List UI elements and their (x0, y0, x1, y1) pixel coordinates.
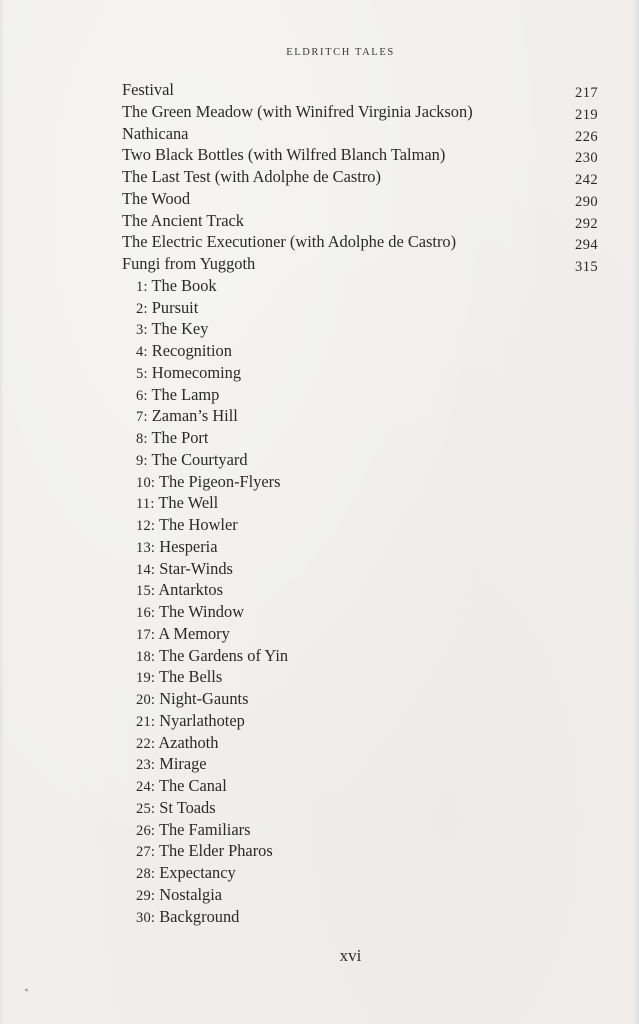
toc-sonnet-title (122, 798, 216, 817)
toc-sonnet-title (122, 885, 222, 904)
toc-sonnet-title (122, 689, 248, 708)
toc-sonnet-name: Expectancy (159, 863, 236, 882)
toc-sonnet-entry (122, 558, 598, 580)
toc-sonnet-name: The Bells (158, 667, 223, 687)
toc-sonnet-entry (122, 623, 598, 645)
toc-sonnet-entry (122, 753, 598, 775)
toc-sonnet-title (122, 624, 230, 643)
toc-sonnet-name: Background (159, 906, 240, 926)
toc-sonnet-name: Zaman’s Hill (151, 406, 238, 426)
toc-sonnet-name: The Elder Pharos (158, 841, 273, 861)
toc-entry (122, 123, 598, 145)
toc-entry-page: 294 (575, 237, 598, 254)
toc-sonnet-name: The Well (158, 493, 219, 513)
toc-sonnet-number: 4: (136, 344, 148, 360)
toc-entry-title: The Green Meadow (with Winifred Virginia Jackson) (122, 101, 473, 121)
toc-sonnet-title (122, 907, 239, 926)
toc-sonnet-name: The Key (151, 319, 209, 339)
toc-sonnet-entry (122, 819, 598, 841)
toc-sonnet-entry (122, 775, 598, 797)
toc-sonnet-number: 22: (136, 735, 156, 752)
toc-sonnet-number: 3: (136, 322, 148, 339)
toc-sonnet-entry (122, 514, 598, 536)
toc-sonnet-number: 26: (136, 822, 156, 839)
toc-entry (122, 79, 598, 101)
toc-sonnet-entry (122, 427, 598, 449)
toc-sonnet-number: 21: (136, 713, 156, 730)
toc-sonnet-title (122, 537, 218, 556)
toc-sonnet-number: 11: (136, 496, 155, 513)
toc-sonnet-title (122, 667, 222, 686)
toc-sonnet-number: 24: (136, 779, 156, 795)
toc-sonnet-name: Nyarlathotep (159, 710, 245, 730)
toc-entry-page: 219 (575, 106, 598, 123)
toc-sonnet-name: Homecoming (151, 362, 242, 382)
page-number: xvi (339, 946, 362, 965)
toc-sonnet-entry (122, 579, 598, 601)
toc-sonnet-entry (122, 318, 598, 340)
toc-sonnet-name: Nostalgia (159, 884, 223, 904)
toc-sonnet-name: Azathoth (158, 732, 219, 752)
toc-sonnet-entry (122, 645, 598, 667)
toc-sonnet-number: 2: (136, 300, 148, 317)
toc-entry-title: The Ancient Track (122, 210, 245, 230)
toc-entry (122, 253, 598, 275)
toc-sonnet-name: Star-Winds (159, 558, 233, 578)
toc-sonnet-name: The Gardens of Yin (158, 645, 289, 665)
toc-sonnet-name: The Familiars (158, 819, 251, 839)
toc-sonnet-name: Pursuit (151, 297, 199, 317)
toc-sonnet-name: Mirage (159, 754, 207, 774)
toc-sonnet-title (122, 776, 227, 795)
toc-sonnet-title (122, 602, 244, 621)
toc-sonnet-title (122, 406, 238, 425)
toc-sonnet-name: The Pigeon-Flyers (158, 471, 281, 491)
toc-sonnet-number: 7: (136, 409, 148, 426)
toc-sonnet-title (122, 580, 223, 599)
toc-sonnet-title (122, 341, 232, 360)
toc-sonnet-number: 17: (136, 626, 156, 643)
toc-entry (122, 188, 598, 210)
toc-sonnet-number: 10: (136, 474, 156, 491)
toc-sonnet-number: 18: (136, 648, 156, 665)
toc-sonnet-title (122, 472, 281, 491)
toc-sonnet-number: 14: (136, 561, 156, 578)
toc-sonnet-entry (122, 732, 598, 754)
toc-sonnet-name: The Window (158, 602, 245, 621)
toc-sonnet-number: 1: (136, 278, 148, 295)
toc-sonnet-name: The Howler (158, 515, 238, 534)
page-edge-left (0, 0, 4, 1024)
table-of-contents (122, 79, 598, 927)
toc-entry-title: The Last Test (with Adolphe de Castro) (122, 167, 381, 186)
toc-sonnet-entry (122, 362, 598, 384)
toc-sonnet-number: 9: (136, 452, 148, 469)
toc-entry-title: Fungi from Yuggoth (122, 254, 256, 273)
toc-sonnet-name: St Toads (159, 797, 216, 817)
toc-sonnet-number: 30: (136, 909, 156, 926)
toc-sonnet-number: 20: (136, 692, 156, 708)
toc-sonnet-entry (122, 688, 598, 710)
toc-sonnet-entry (122, 906, 598, 928)
toc-sonnet-number: 28: (136, 866, 156, 882)
toc-sonnet-number: 5: (136, 365, 148, 382)
toc-sonnet-entry (122, 449, 598, 471)
running-head: ELDRITCH TALES (286, 47, 395, 58)
toc-entry-title: The Electric Executioner (with Adolphe de Castro) (122, 232, 457, 252)
toc-sonnet-entry (122, 710, 598, 732)
toc-sonnet-entry (122, 297, 598, 319)
toc-sonnet-name: The Lamp (151, 384, 220, 404)
toc-entry (122, 231, 598, 253)
toc-sonnet-title (122, 493, 218, 512)
toc-sonnet-title (122, 646, 288, 665)
toc-sonnet-name: Hesperia (159, 536, 218, 556)
toc-entry-page: 226 (575, 128, 598, 145)
toc-sonnet-title (122, 863, 236, 882)
toc-sonnet-name: Night-Gaunts (159, 689, 249, 708)
page-edge-right (633, 0, 639, 1024)
toc-entry (122, 144, 598, 166)
toc-sonnet-title (122, 515, 238, 534)
toc-entry-page: 290 (575, 193, 598, 210)
toc-sonnet-entry (122, 884, 598, 906)
toc-sonnet-entry (122, 471, 598, 493)
toc-sonnet-entry (122, 862, 598, 884)
toc-entry (122, 210, 598, 232)
toc-sonnet-number: 15: (136, 583, 156, 600)
toc-sonnet-title (122, 428, 208, 447)
toc-sonnet-title (122, 298, 198, 317)
toc-sonnet-number: 6: (136, 387, 148, 404)
toc-entry (122, 101, 598, 123)
toc-entry-title: Nathicana (122, 123, 189, 143)
toc-sonnet-name: Antarktos (158, 580, 223, 600)
toc-sonnet-entry (122, 840, 598, 862)
toc-entry-title: Festival (122, 80, 174, 99)
toc-sonnet-entry (122, 405, 598, 427)
toc-sonnet-name: A Memory (158, 623, 230, 643)
toc-sonnet-title (122, 733, 218, 752)
toc-sonnet-name: The Port (151, 428, 209, 447)
toc-sonnet-entry (122, 384, 598, 406)
toc-sonnet-number: 23: (136, 757, 156, 774)
toc-sonnet-entry (122, 601, 598, 623)
toc-sonnet-title (122, 319, 208, 338)
toc-sonnet-entry (122, 797, 598, 819)
toc-entry (122, 166, 598, 188)
toc-sonnet-name: The Canal (158, 776, 227, 795)
toc-sonnet-number: 13: (136, 539, 156, 556)
toc-sonnet-entry (122, 536, 598, 558)
toc-entry-page: 315 (575, 259, 598, 275)
toc-entry-title: Two Black Bottles (with Wilfred Blanch Talman) (122, 145, 446, 165)
toc-sonnet-title (122, 841, 273, 860)
toc-entry-title: The Wood (122, 188, 191, 208)
toc-sonnet-number: 19: (136, 670, 156, 687)
toc-sonnet-title (122, 276, 217, 295)
toc-sonnet-number: 27: (136, 844, 156, 861)
toc-sonnet-number: 16: (136, 605, 156, 621)
toc-sonnet-title (122, 385, 219, 404)
toc-sonnet-number: 12: (136, 518, 156, 534)
toc-entry-page: 217 (575, 85, 598, 101)
toc-entry-page: 292 (575, 215, 598, 232)
toc-sonnet-name: The Book (151, 275, 217, 295)
toc-sonnet-name: The Courtyard (151, 449, 248, 469)
toc-sonnet-title (122, 711, 245, 730)
toc-sonnet-title (122, 559, 233, 578)
toc-sonnet-entry (122, 340, 598, 362)
toc-entry-page: 242 (575, 172, 598, 188)
toc-sonnet-title (122, 820, 250, 839)
toc-sonnet-number: 8: (136, 431, 148, 447)
toc-sonnet-number: 25: (136, 800, 156, 817)
toc-sonnet-entry (122, 492, 598, 514)
toc-entry-page: 230 (575, 150, 598, 167)
toc-sonnet-title (122, 754, 207, 773)
toc-sonnet-entry (122, 666, 598, 688)
toc-sonnet-entry (122, 275, 598, 297)
toc-sonnet-number: 29: (136, 887, 156, 904)
toc-sonnet-title (122, 363, 241, 382)
toc-sonnet-name: Recognition (151, 341, 232, 360)
toc-sonnet-title (122, 450, 248, 469)
